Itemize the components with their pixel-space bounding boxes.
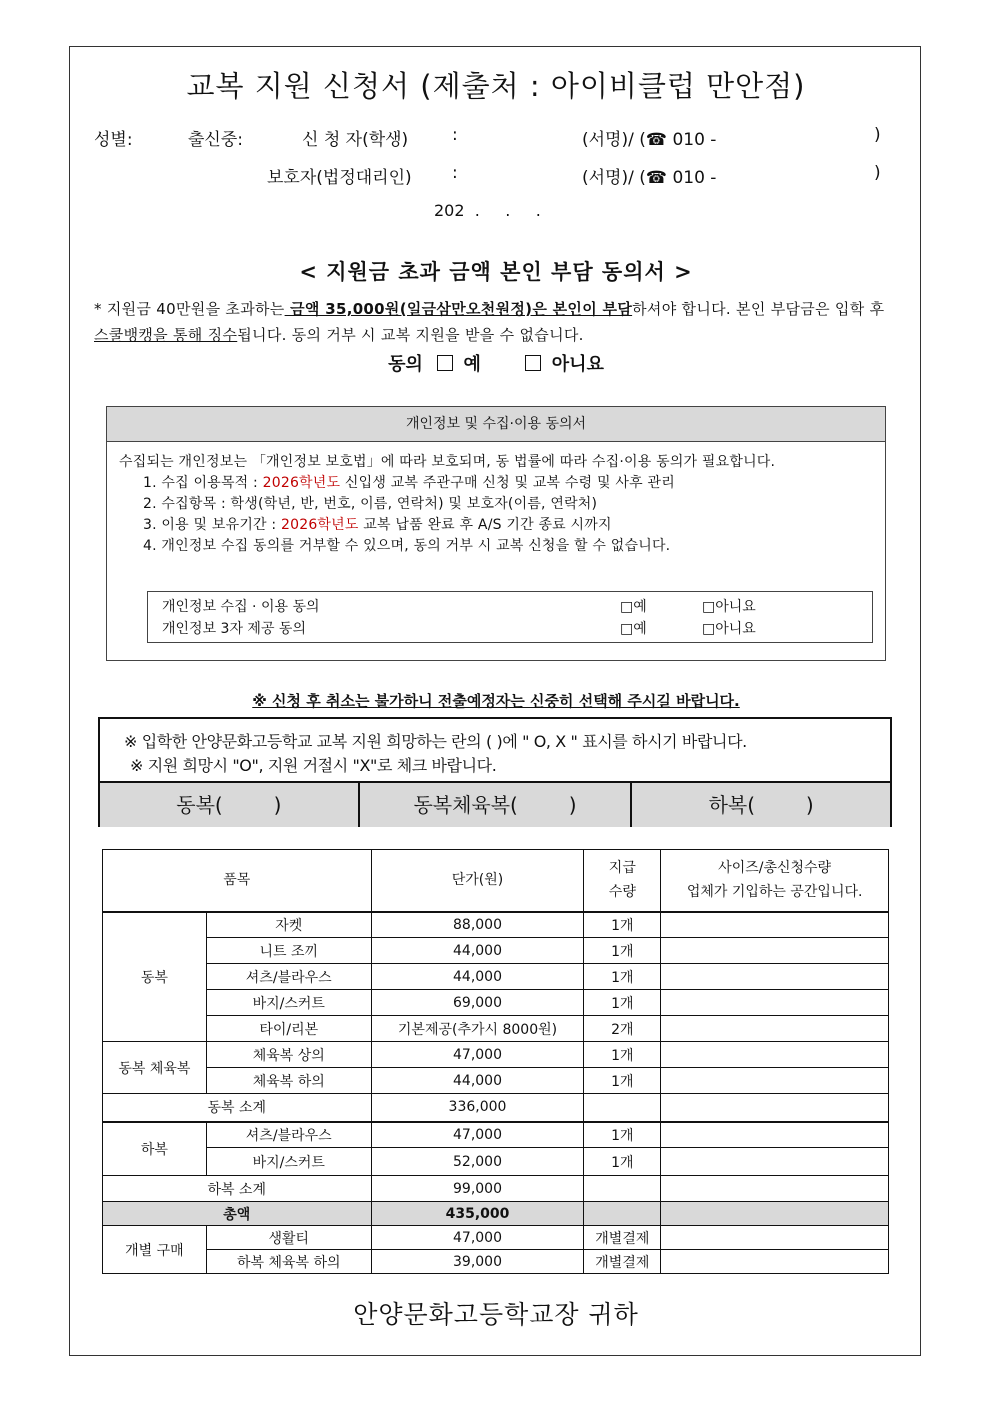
item1-rest: 신입생 교복 주관구매 신청 및 교복 수령 및 사후 관리: [340, 475, 675, 491]
item-price: 47,000: [371, 1226, 584, 1250]
total-size: [661, 1202, 889, 1226]
item-qty: 1개: [584, 1148, 661, 1176]
support-wish-box: [98, 717, 892, 827]
principal-addressee: 안양문화고등학교장 귀하: [353, 1300, 639, 1329]
item-price: 88,000: [371, 912, 584, 938]
student-label: 신 청 자(학생): [302, 130, 409, 150]
subtotal-size: [661, 1094, 889, 1122]
table-header-row: [103, 850, 889, 912]
privacy-item-1: [143, 473, 873, 494]
agree-no-label: 아니요: [551, 354, 604, 375]
item-name: 타이/리본: [206, 1016, 371, 1042]
subtotal-size: [661, 1176, 889, 1202]
size-cell[interactable]: [661, 1148, 889, 1176]
privacy-collect-yes[interactable]: □예: [620, 599, 647, 615]
privacy-intro: 수집되는 개인정보는 「개인정보 보호법」에 따라 보호되며, 동 법률에 따라 수집·이용 동의가 필요합니다.: [119, 454, 776, 470]
item-qty: 1개: [584, 1122, 661, 1148]
header-qty: [584, 850, 661, 912]
item-name: 셔츠/블라우스: [206, 1122, 371, 1148]
privacy-item-2: 2. 수집항목 : 학생(학년, 반, 번호, 이름, 연락처) 및 보호자(이름, 연락처): [143, 496, 598, 512]
header-price: 단가(원): [371, 850, 584, 912]
origin-school-label: 출신중:: [188, 130, 243, 150]
student-close-paren: ): [874, 125, 881, 145]
group-summer: 하복: [103, 1122, 207, 1176]
header-size-1: 사이즈/총신청수량: [718, 860, 832, 877]
subtotal-label: 동복 소계: [103, 1094, 372, 1122]
item-price: 47,000: [371, 1042, 584, 1068]
item-price: 44,000: [371, 964, 584, 990]
privacy-thirdparty-label: 개인정보 3자 제공 동의: [162, 621, 306, 637]
privacy-choice-box: [147, 591, 873, 643]
item1-year: 2026학년도: [262, 475, 341, 491]
header-qty-1: 지급: [608, 860, 636, 877]
student-sign-phone[interactable]: (서명)/ (☎ 010 -: [582, 130, 717, 150]
item3-text: 3. 이용 및 보유기간 :: [143, 517, 281, 533]
size-cell[interactable]: [661, 938, 889, 964]
privacy-thirdparty-no[interactable]: □아니요: [702, 621, 756, 637]
item-name: 생활티: [206, 1226, 371, 1250]
wish-line-1: ※ 입학한 안양문화고등학교 교복 지원 희망하는 란의 ( )에 " O, X " 표시를 하시기 바랍니다.: [124, 732, 747, 751]
wish-line-2: ※ 지원 희망시 "O", 지원 거절시 "X"로 체크 바랍니다.: [130, 756, 497, 775]
table-row: [103, 1226, 889, 1250]
student-colon: :: [452, 125, 458, 145]
item-qty: 1개: [584, 1068, 661, 1094]
item-price: 39,000: [371, 1250, 584, 1274]
wish-options: [100, 781, 890, 827]
table-row: [103, 938, 889, 964]
summer-subtotal-row: [103, 1176, 889, 1202]
agree-row: [0, 350, 992, 376]
notice-part3: 됩니다. 동의 거부 시 교복 지원을 받을 수 없습니다.: [237, 326, 584, 344]
item-qty: 개별결제: [584, 1250, 661, 1274]
guardian-colon: :: [452, 163, 458, 183]
consent-notice: [94, 296, 898, 348]
size-cell[interactable]: [661, 990, 889, 1016]
header-size: [661, 850, 889, 912]
size-cell[interactable]: [661, 964, 889, 990]
item-price: 기본제공(추가시 8000원): [371, 1016, 584, 1042]
item-name: 바지/스커트: [206, 1148, 371, 1176]
notice-collection: 스쿨뱅캥을 통해 징수: [94, 326, 238, 344]
group-pe: 동복 체육복: [103, 1042, 207, 1094]
total-label: 총액: [103, 1202, 372, 1226]
item-name: 자켓: [206, 912, 371, 938]
privacy-collect-no[interactable]: □아니요: [702, 599, 756, 615]
subtotal-value: 336,000: [371, 1094, 584, 1122]
item3-rest: 교복 납품 완료 후 A/S 기간 종료 시까지: [358, 517, 612, 533]
item-qty: 1개: [584, 912, 661, 938]
table-row: [103, 1016, 889, 1042]
item-qty: 1개: [584, 990, 661, 1016]
wish-option-winter-pe[interactable]: 동복체육복( ): [360, 783, 633, 827]
total-qty: [584, 1202, 661, 1226]
notice-part1: * 지원금 40만원을 초과하는: [94, 300, 285, 318]
size-cell[interactable]: [661, 1068, 889, 1094]
wish-option-winter[interactable]: 동복( ): [100, 783, 360, 827]
privacy-item-3: [143, 515, 873, 536]
group-individual: 개별 구매: [103, 1226, 207, 1274]
cancel-notice: ※ 신청 후 취소는 불가하니 전출예정자는 신중히 선택해 주시길 바랍니다.: [252, 692, 740, 710]
item3-year: 2026학년도: [281, 517, 359, 533]
item-name: 니트 조끼: [206, 938, 371, 964]
application-date[interactable]: 202 . . .: [434, 201, 541, 220]
table-row: [103, 912, 889, 938]
item-name: 셔츠/블라우스: [206, 964, 371, 990]
item-name: 하복 체육복 하의: [206, 1250, 371, 1274]
size-cell[interactable]: [661, 1122, 889, 1148]
notice-amount: 금액 35,000원(일금삼만오천원정)은 본인이 부담: [284, 300, 633, 318]
item-qty: 1개: [584, 1042, 661, 1068]
item-qty: 1개: [584, 938, 661, 964]
item1-text: 1. 수집 이용목적 :: [143, 475, 263, 491]
table-row: [103, 990, 889, 1016]
privacy-title: 개인정보 및 수집·이용 동의서: [107, 407, 885, 442]
subtotal-qty: [584, 1094, 661, 1122]
size-cell[interactable]: [661, 1226, 889, 1250]
size-cell[interactable]: [661, 1042, 889, 1068]
total-row: [103, 1202, 889, 1226]
header-size-2: 업체가 기입하는 공간입니다.: [686, 884, 863, 901]
size-cell[interactable]: [661, 912, 889, 938]
item-name: 체육복 상의: [206, 1042, 371, 1068]
notice-part2: 하셔야 합니다. 본인 부담금은 입학 후: [632, 300, 885, 318]
item-name: 체육복 하의: [206, 1068, 371, 1094]
agree-label: 동의: [388, 354, 423, 375]
item-price: 69,000: [371, 990, 584, 1016]
form-title: 교복 지원 신청서 (제출처 : 아이비클럽 만안점): [186, 69, 806, 103]
subtotal-qty: [584, 1176, 661, 1202]
agree-yes-label: 예: [463, 354, 481, 375]
guardian-close-paren: ): [874, 163, 881, 183]
header-qty-2: 수량: [608, 884, 636, 901]
privacy-consent-box: [106, 406, 886, 661]
consent-heading: < 지원금 초과 금액 본인 부담 동의서 >: [299, 259, 693, 284]
header-item: 품목: [103, 850, 372, 912]
gender-label: 성별:: [94, 130, 133, 150]
privacy-collect-label: 개인정보 수집 · 이용 동의: [162, 599, 320, 615]
subtotal-value: 99,000: [371, 1176, 584, 1202]
item-price: 44,000: [371, 1068, 584, 1094]
table-row: [103, 964, 889, 990]
table-row: [103, 1042, 889, 1068]
guardian-label: 보호자(법정대리인): [267, 168, 412, 188]
guardian-sign-phone[interactable]: (서명)/ (☎ 010 -: [582, 168, 717, 188]
agree-yes-checkbox[interactable]: [437, 355, 453, 371]
items-table: [102, 849, 889, 1274]
table-row: [103, 1068, 889, 1094]
item-qty: 2개: [584, 1016, 661, 1042]
total-value: 435,000: [371, 1202, 584, 1226]
item-price: 52,000: [371, 1148, 584, 1176]
agree-no-checkbox[interactable]: [525, 355, 541, 371]
privacy-thirdparty-yes[interactable]: □예: [620, 621, 647, 637]
size-cell[interactable]: [661, 1250, 889, 1274]
winter-subtotal-row: [103, 1094, 889, 1122]
table-row: [103, 1122, 889, 1148]
table-row: [103, 1250, 889, 1274]
item-qty: 개별결제: [584, 1226, 661, 1250]
size-cell[interactable]: [661, 1016, 889, 1042]
privacy-item-4: 4. 개인정보 수집 동의를 거부할 수 있으며, 동의 거부 시 교복 신청을 할 수 없습니다.: [143, 538, 671, 554]
item-qty: 1개: [584, 964, 661, 990]
table-row: [103, 1148, 889, 1176]
group-winter: 동복: [103, 912, 207, 1042]
subtotal-label: 하복 소계: [103, 1176, 372, 1202]
wish-option-summer[interactable]: 하복( ): [708, 793, 814, 817]
item-name: 바지/스커트: [206, 990, 371, 1016]
item-price: 44,000: [371, 938, 584, 964]
item-price: 47,000: [371, 1122, 584, 1148]
